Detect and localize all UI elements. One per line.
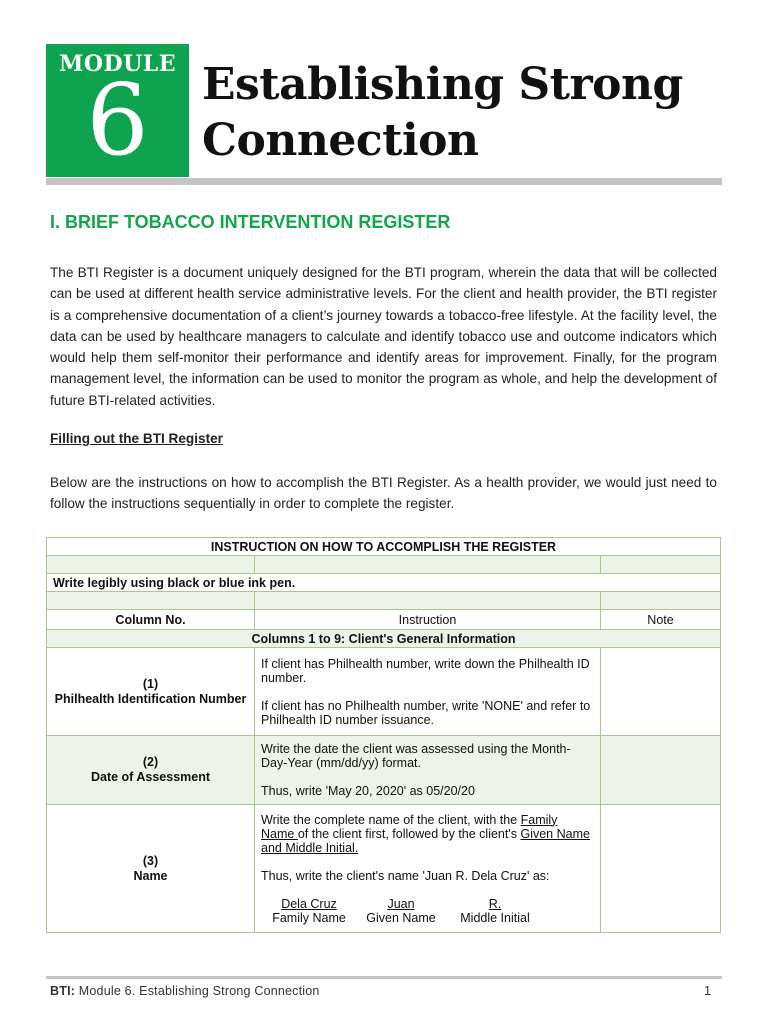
page-number: 1 (704, 984, 711, 998)
group-label: Columns 1 to 9: Client's General Information (47, 630, 721, 648)
column-number-cell: (2) Date of Assessment (47, 736, 255, 805)
table-note-row (47, 574, 721, 592)
footer-divider (46, 976, 722, 979)
instructions-paragraph: Below are the instructions on how to accomplish the BTI Register. As a health provider, we would just need to follow the instructions sequentially in order to complete the register. (50, 475, 717, 512)
instruction-cell: Write the complete name of the client, with the Family Name of the client first, followed by the client's Given Name and Middle Initial. Thus, write the client's name 'Juan R. Dela Cruz' as: Dela Cruz Family Name Juan Given Name R. Middle Initial (255, 805, 601, 933)
module-label: MODULE (58, 51, 177, 77)
table-title: INSTRUCTION ON HOW TO ACCOMPLISH THE REGISTER (47, 538, 721, 556)
note-cell (601, 805, 721, 933)
footer-title: Module 6. Establishing Strong Connection (78, 984, 320, 998)
section-heading: I. BRIEF TOBACCO INTERVENTION REGISTER (50, 212, 451, 232)
table-spacer-row (47, 592, 721, 610)
instruction-cell: If client has Philhealth number, write down the Philhealth ID number. If client has no Philhealth number, write 'NONE' and refer to Philhealth ID number issuance. (255, 648, 601, 736)
header-column-no: Column No. (47, 610, 255, 630)
instruction-cell: Write the date the client was assessed using the Month-Day-Year (mm/dd/yy) format. Thus, write 'May 20, 2020' as 05/20/20 (255, 736, 601, 805)
page-title (202, 57, 742, 169)
footer-brand: BTI: (50, 984, 76, 998)
note-cell (601, 736, 721, 805)
table-row (47, 805, 721, 933)
note-cell (601, 648, 721, 736)
title-line-2: Connection (202, 115, 479, 166)
title-line-1: Establishing Strong (202, 59, 683, 110)
table-group-row (47, 630, 721, 648)
table-note: Write legibly using black or blue ink pen. (47, 574, 721, 592)
column-number-cell: (3) Name (47, 805, 255, 933)
header-instruction: Instruction (255, 610, 601, 630)
module-badge (46, 44, 189, 177)
name-example: Dela Cruz Family Name Juan Given Name R. Middle Initial (272, 896, 530, 925)
intro-paragraph: The BTI Register is a document uniquely designed for the BTI program, wherein the data that will be collected can be used at different health service administrative levels. For the client and health provider, the BTI register is a comprehensive documentation of a client’s journey towards a tobacco-free lifestyle. At the facility level, the data can be used by healthcare managers to calculate and identify tobacco use and outcome indicators which would help them self-monitor their performance and identify areas for improvement. Finally, for the program management level, the information can be used to monitor the program as whole, and help the development of future BTI-related activities. (50, 265, 717, 408)
column-number-cell: (1) Philhealth Identification Number (47, 648, 255, 736)
footer-text (50, 984, 320, 998)
title-divider (46, 178, 722, 185)
module-number: 6 (86, 64, 149, 178)
table-row (47, 736, 721, 805)
header-note: Note (601, 610, 721, 630)
table-spacer-row (47, 556, 721, 574)
table-header-row (47, 610, 721, 630)
subheading: Filling out the BTI Register (50, 431, 223, 446)
register-table (46, 537, 721, 933)
table-title-row (47, 538, 721, 556)
table-row (47, 648, 721, 736)
